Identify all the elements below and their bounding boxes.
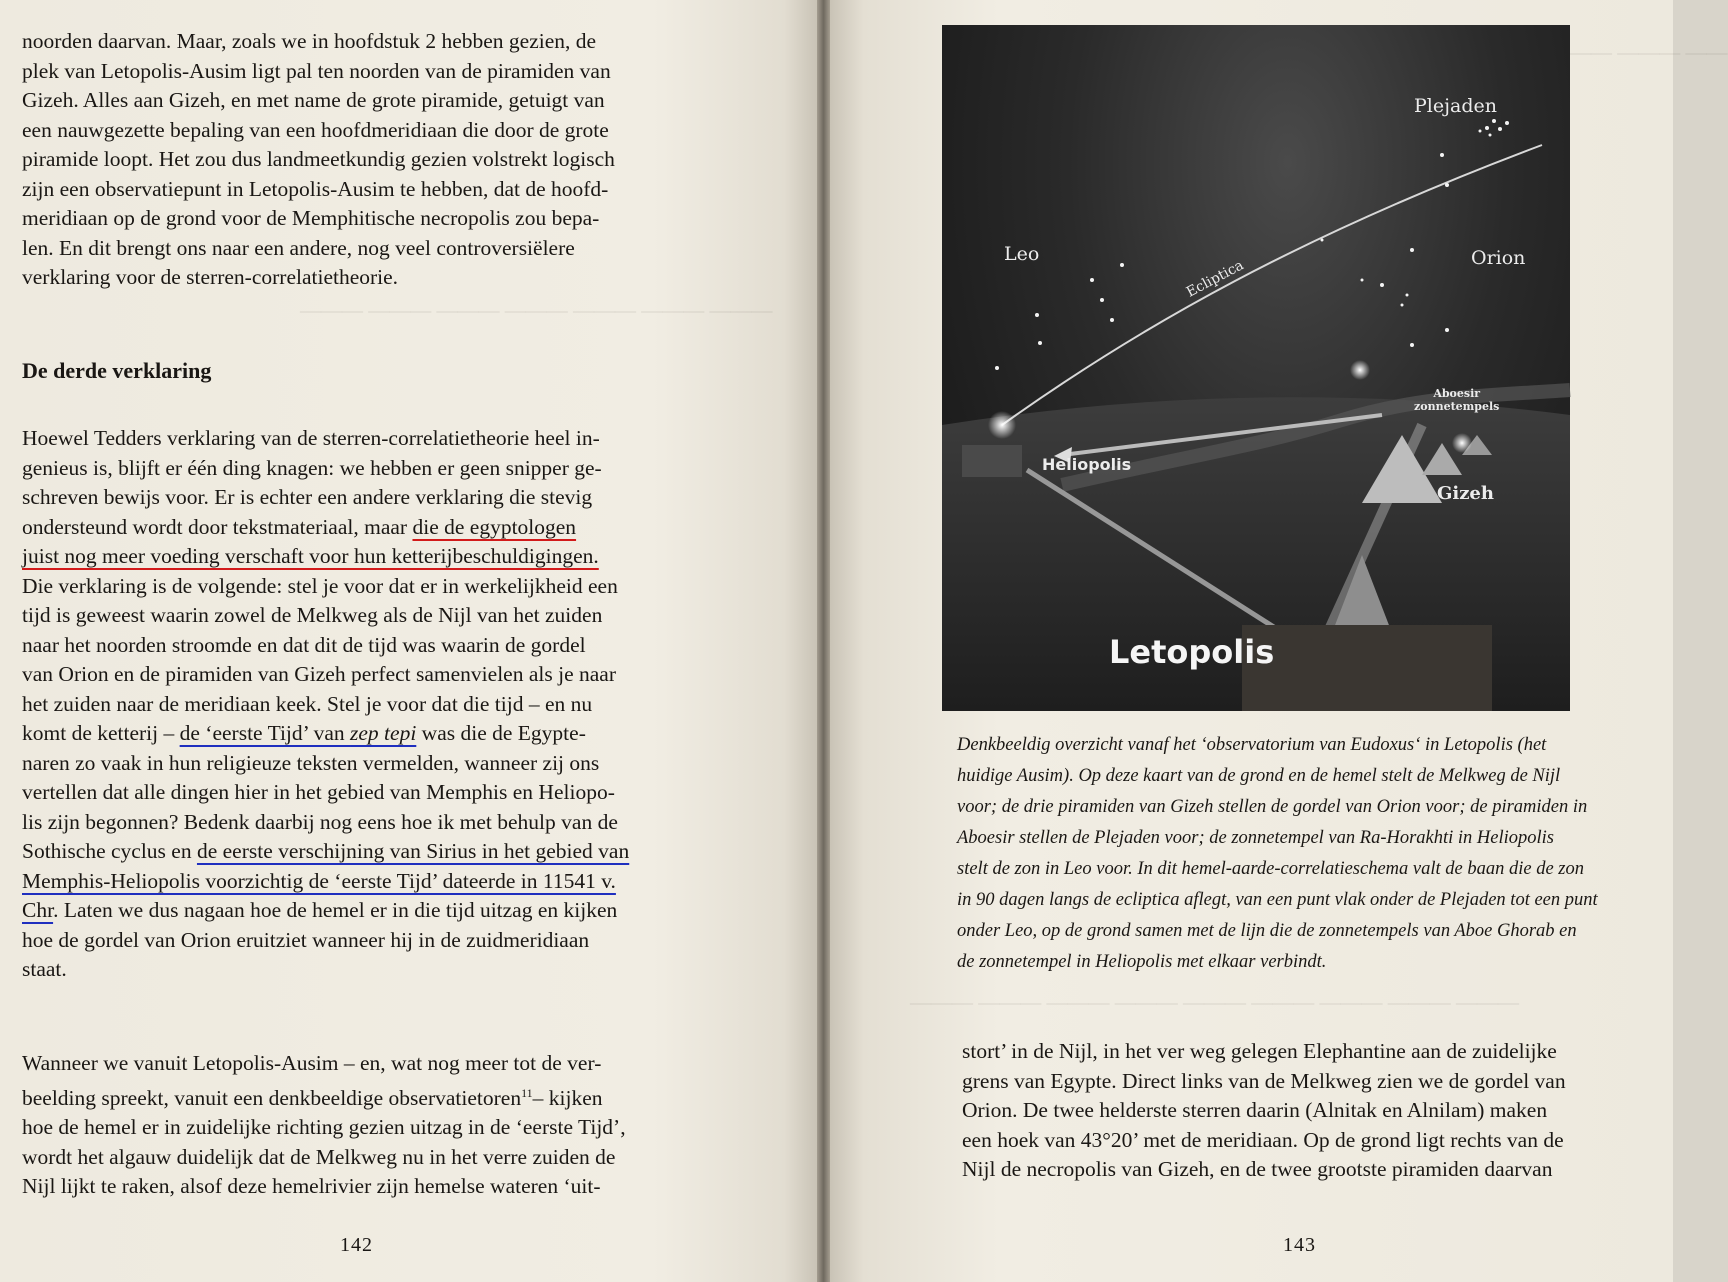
label-plejaden: Plejaden bbox=[1414, 95, 1497, 117]
red-underlined-text: juist nog meer voeding verschaft voor hun ketterijbeschuldigingen. bbox=[22, 544, 599, 568]
left-page bbox=[0, 0, 817, 1282]
text-line: Wanneer we vanuit Letopolis-Ausim – en, wat nog meer tot de ver- bbox=[22, 1051, 602, 1075]
caption-line: huidige Ausim). Op deze kaart van de grond en de hemel stelt de Melkweg de Nijl bbox=[957, 766, 1561, 786]
label-aboesir bbox=[1414, 387, 1499, 413]
sun-star bbox=[988, 411, 1016, 439]
label-orion: Orion bbox=[1471, 247, 1526, 269]
text-line: plek van Letopolis-Ausim ligt pal ten noorden van de piramiden van bbox=[22, 58, 611, 83]
page-number: 143 bbox=[1283, 1234, 1316, 1256]
caption-line: voor; de drie piramiden van Gizeh stellen de gordel van Orion voor; de piramiden in bbox=[957, 797, 1588, 817]
text-segment: beelding spreekt, vanuit een denkbeeldige observatietoren bbox=[22, 1085, 522, 1110]
left-top-paragraph bbox=[22, 27, 706, 293]
label-ecliptica: Ecliptica bbox=[1183, 257, 1247, 301]
caption-line: in 90 dagen langs de ecliptica aflegt, van een punt vlak onder de Plejaden tot een punt bbox=[957, 890, 1598, 910]
book-gutter bbox=[817, 0, 830, 1282]
text-line bbox=[22, 542, 706, 572]
blue-underlined-text: Memphis-Heliopolis voorzichtig de ‘eerste Tijd’ dateerde in 11541 v. bbox=[22, 868, 616, 893]
text-line: Gizeh. Alles aan Gizeh, en met name de grote piramide, getuigt van bbox=[22, 88, 605, 112]
temple-glow bbox=[1350, 360, 1370, 380]
left-main-paragraph bbox=[22, 424, 706, 985]
text-line: zijn een observatiepunt in Letopolis-Ausim te hebben, dat de hoofd- bbox=[22, 176, 609, 201]
text-line: schreven bewijs voor. Er is echter een andere verklaring die stevig bbox=[22, 485, 593, 509]
right-paragraph bbox=[962, 1037, 1643, 1185]
label-gizeh: Gizeh bbox=[1437, 483, 1494, 504]
star-map-illustration bbox=[942, 25, 1570, 711]
blue-underlined-text bbox=[180, 721, 417, 745]
ecliptic-line bbox=[1002, 145, 1542, 425]
stars bbox=[995, 119, 1509, 370]
caption-line: stelt de zon in Leo voor. In dit hemel-aarde-correlatieschema valt de baan die de zon bbox=[957, 859, 1584, 879]
text-line: naren zo vaak in hun religieuze teksten vermelden, wanneer zij ons bbox=[22, 750, 600, 775]
text-line: staat. bbox=[22, 957, 67, 981]
blue-underlined-text: Chr bbox=[22, 898, 54, 922]
text-line bbox=[22, 1079, 706, 1114]
text-line: verklaring voor de sterren-correlatietheorie. bbox=[22, 265, 399, 289]
text-line: grens van Egypte. Direct links van de Melkweg zien we de gordel van bbox=[962, 1068, 1566, 1093]
temple-glow bbox=[1452, 433, 1472, 453]
caption-line: Aboesir stellen de Plejaden voor; de zonnetempel van Ra-Horakhti in Heliopolis bbox=[957, 828, 1555, 848]
text-segment: komt de ketterij – bbox=[22, 721, 180, 745]
text-line: len. En dit brengt ons naar een andere, nog veel controversiëlere bbox=[22, 235, 575, 260]
text-segment: ondersteund wordt door tekstmateriaal, maar bbox=[22, 514, 413, 539]
figure-caption bbox=[957, 730, 1638, 978]
text-line: noorden daarvan. Maar, zoals we in hoofdstuk 2 hebben gezien, de bbox=[22, 29, 597, 53]
text-line: hoe de gordel van Orion eruitziet wanneer hij in de zuidmeridiaan bbox=[22, 927, 590, 952]
text-line: hoe de hemel er in zuidelijke richting gezien uitzag in de ‘eerste Tijd’, bbox=[22, 1115, 626, 1140]
caption-line: de zonnetempel in Heliopolis met elkaar verbindt. bbox=[957, 952, 1327, 972]
observatory-tower bbox=[1242, 625, 1492, 711]
text-line: tijd is geweest waarin zowel de Melkweg als de Nijl van het zuiden bbox=[22, 603, 603, 627]
text-line: genieus is, blijft er één ding knagen: we hebben er geen snipper ge- bbox=[22, 455, 602, 480]
label-zonnetempels-line: zonnetempels bbox=[1414, 400, 1500, 413]
left-bottom-paragraph bbox=[22, 1049, 706, 1202]
text-line: wordt het algauw duidelijk dat de Melkweg nu in het verre zuiden de bbox=[22, 1144, 616, 1169]
text-line: meridiaan op de grond voor de Memphitische necropolis zou bepa- bbox=[22, 206, 600, 230]
text-line: Nijl de necropolis van Gizeh, en de twee grootste piramiden daarvan bbox=[962, 1157, 1553, 1181]
text-segment: de ‘eerste Tijd’ van bbox=[179, 721, 351, 745]
text-line: Nijl lijkt te raken, alsof deze hemelrivier zijn hemelse wateren ‘uit- bbox=[22, 1174, 601, 1199]
text-line bbox=[22, 719, 706, 749]
section-heading: De derde verklaring bbox=[22, 358, 212, 383]
text-segment: was die de Egypte- bbox=[416, 721, 586, 745]
text-line: Hoewel Tedders verklaring van de sterren-correlatietheorie heel in- bbox=[22, 426, 600, 450]
label-aboesir-line: Aboesir bbox=[1433, 387, 1481, 400]
text-line bbox=[22, 513, 706, 543]
illustration-graphic bbox=[942, 25, 1570, 711]
text-line: Die verklaring is de volgende: stel je voor dat er in werkelijkheid een bbox=[22, 573, 618, 598]
label-letopolis: Letopolis bbox=[1109, 633, 1275, 671]
text-line: een hoek van 43°20’ met de meridiaan. Op de grond ligt rechts van de bbox=[962, 1127, 1564, 1152]
page-number: 142 bbox=[340, 1234, 373, 1256]
bleed-through-text: ——— ——— ——— ——— ——— ——— ——— bbox=[300, 298, 773, 322]
caption-line: Denkbeeldig overzicht vanaf het ‘observatorium van Eudoxus‘ in Letopolis (het bbox=[957, 735, 1547, 755]
text-line bbox=[22, 837, 706, 867]
italic-term: zep tepi bbox=[350, 721, 417, 745]
footnote-marker: 11 bbox=[521, 1085, 533, 1100]
heliopolis-temple bbox=[962, 445, 1022, 477]
bleed-through-text: —— ——— —— bbox=[1570, 40, 1728, 64]
bleed-through-text: ——— ——— ——— ——— ——— ——— ——— ——— ——— bbox=[910, 990, 1519, 1014]
text-line: van Orion en de piramiden van Gizeh perfect samenvielen als je naar bbox=[22, 662, 616, 686]
text-line: vertellen dat alle dingen hier in het gebied van Memphis en Heliopo- bbox=[22, 780, 615, 804]
text-line: Orion. De twee helderste sterren daarin (Alnitak en Alnilam) maken bbox=[962, 1098, 1548, 1122]
caption-line: onder Leo, op de grond samen met de lijn die de zonnetempels van Aboe Ghorab en bbox=[957, 921, 1577, 941]
text-segment: – kijken bbox=[532, 1085, 603, 1110]
text-segment: Sothische cyclus en bbox=[22, 839, 197, 863]
text-line bbox=[22, 896, 706, 926]
blue-underlined-text: de eerste verschijning van Sirius in het gebied van bbox=[196, 839, 630, 863]
text-segment: . Laten we dus nagaan hoe de hemel er in die tijd uitzag en kijken bbox=[53, 898, 618, 922]
label-leo: Leo bbox=[1004, 243, 1040, 265]
red-underlined-text: die de egyptologen bbox=[412, 514, 577, 539]
label-heliopolis: Heliopolis bbox=[1042, 455, 1132, 474]
text-line: lis zijn begonnen? Bedenk daarbij nog eens hoe ik met behulp van de bbox=[22, 809, 618, 834]
text-line: het zuiden naar de meridiaan keek. Stel je voor dat die tijd – en nu bbox=[22, 691, 593, 716]
text-line: een nauwgezette bepaling van een hoofdmeridiaan die door de grote bbox=[22, 117, 609, 142]
text-line bbox=[22, 867, 706, 897]
text-line: piramide loopt. Het zou dus landmeetkundig gezien volstrekt logisch bbox=[22, 147, 615, 171]
text-line: stort’ in de Nijl, in het ver weg gelegen Elephantine aan de zuidelijke bbox=[962, 1039, 1557, 1063]
text-line: naar het noorden stroomde en dat dit de tijd was waarin de gordel bbox=[22, 632, 586, 657]
